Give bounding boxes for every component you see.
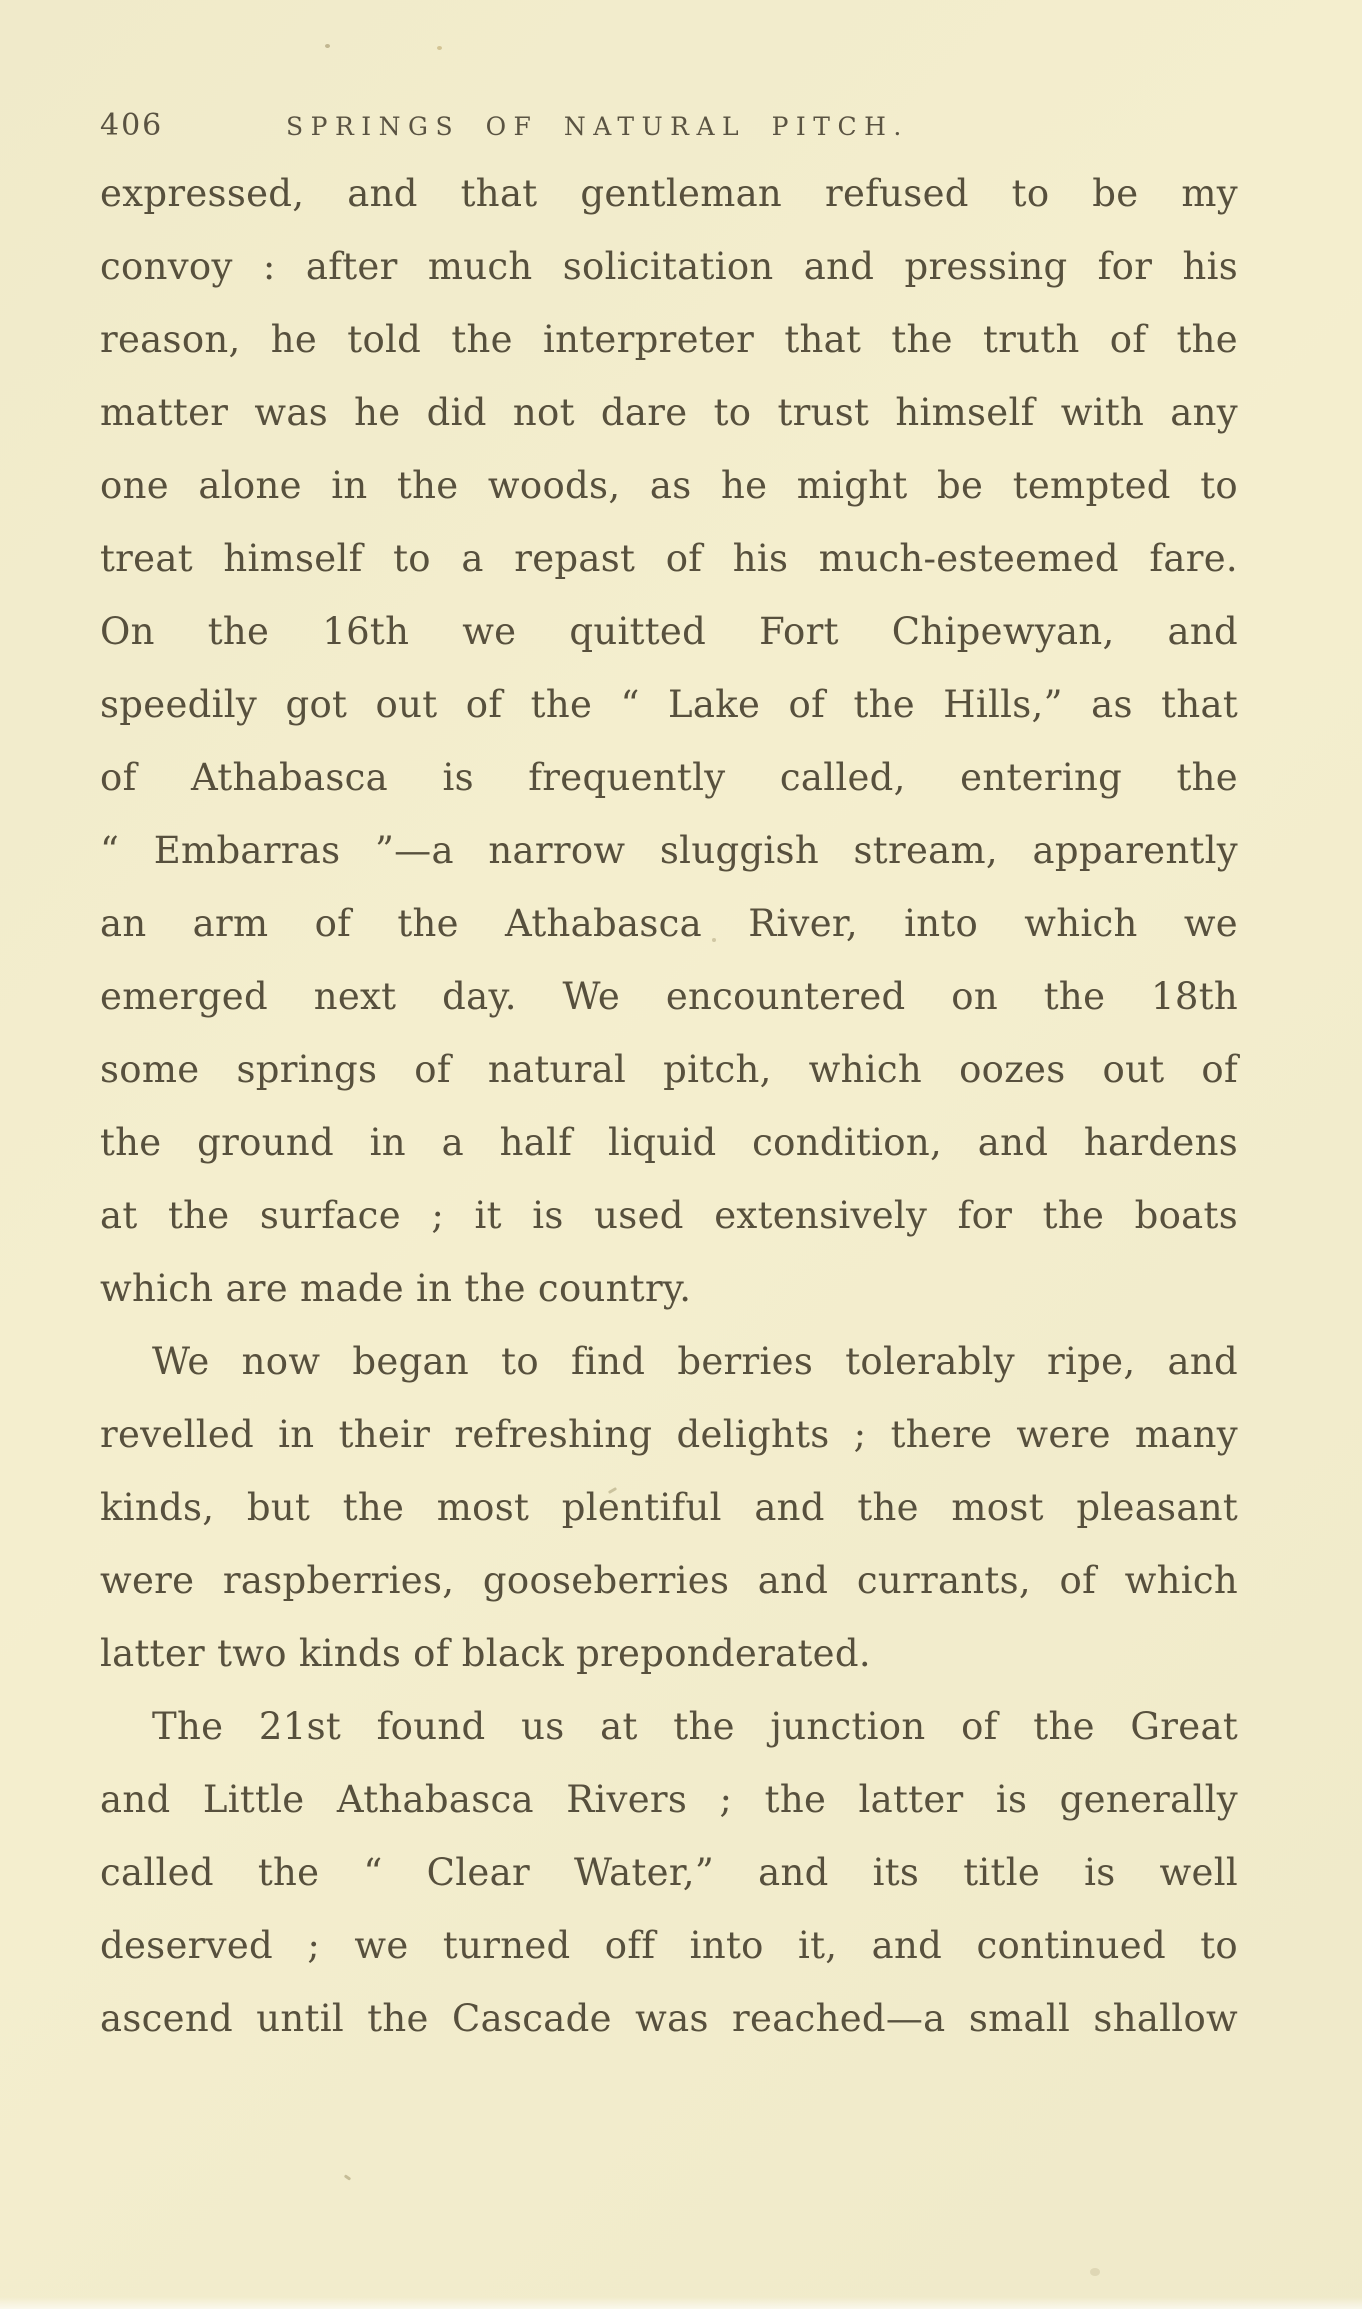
paper-speck <box>325 44 330 48</box>
text-line: kinds, but the most plentiful and the most pleasant <box>100 1486 1238 1529</box>
paper-speck <box>1090 2268 1100 2276</box>
text-line: emerged next day. We encountered on the 18th <box>100 975 1238 1018</box>
text-line: an arm of the Athabasca River, into which we <box>100 902 1238 945</box>
text-line: at the surface ; it is used extensively for the boats <box>100 1194 1238 1237</box>
text-line: which are made in the country. <box>100 1267 692 1310</box>
text-line: were raspberries, gooseberries and currants, of which <box>100 1559 1238 1602</box>
text-line: treat himself to a repast of his much-esteemed fare. <box>100 537 1238 580</box>
text-line: deserved ; we turned off into it, and continued to <box>100 1924 1238 1967</box>
text-line: one alone in the woods, as he might be tempted to <box>100 464 1238 507</box>
page-number: 406 <box>100 108 164 143</box>
text-line: convoy : after much solicitation and pressing for his <box>100 245 1238 288</box>
text-line: some springs of natural pitch, which oozes out of <box>100 1048 1238 1091</box>
text-line: The 21st found us at the junction of the Great <box>152 1705 1238 1748</box>
text-line: speedily got out of the “ Lake of the Hills,” as that <box>100 683 1238 726</box>
text-line: reason, he told the interpreter that the truth of the <box>100 318 1238 361</box>
text-line: latter two kinds of black preponderated. <box>100 1632 871 1675</box>
text-line: the ground in a half liquid condition, and hardens <box>100 1121 1238 1164</box>
text-line: called the “ Clear Water,” and its title is well <box>100 1851 1238 1894</box>
text-line: On the 16th we quitted Fort Chipewyan, and <box>100 610 1238 653</box>
text-line: of Athabasca is frequently called, entering the <box>100 756 1238 799</box>
text-line: “ Embarras ”—a narrow sluggish stream, apparently <box>100 829 1238 872</box>
running-header <box>100 104 1262 148</box>
page-title: SPRINGS OF NATURAL PITCH. <box>286 112 909 141</box>
text-line: ascend until the Cascade was reached—a small shallow <box>100 1997 1238 2040</box>
text-line: We now began to find berries tolerably ripe, and <box>152 1340 1238 1383</box>
text-line: expressed, and that gentleman refused to be my <box>100 172 1238 215</box>
paper-speck <box>344 2174 351 2180</box>
text-line: and Little Athabasca Rivers ; the latter is generally <box>100 1778 1238 1821</box>
body-text <box>100 157 1238 2055</box>
text-line: matter was he did not dare to trust himself with any <box>100 391 1238 434</box>
paper-speck <box>437 46 442 50</box>
text-line: revelled in their refreshing delights ; there were many <box>100 1413 1238 1456</box>
